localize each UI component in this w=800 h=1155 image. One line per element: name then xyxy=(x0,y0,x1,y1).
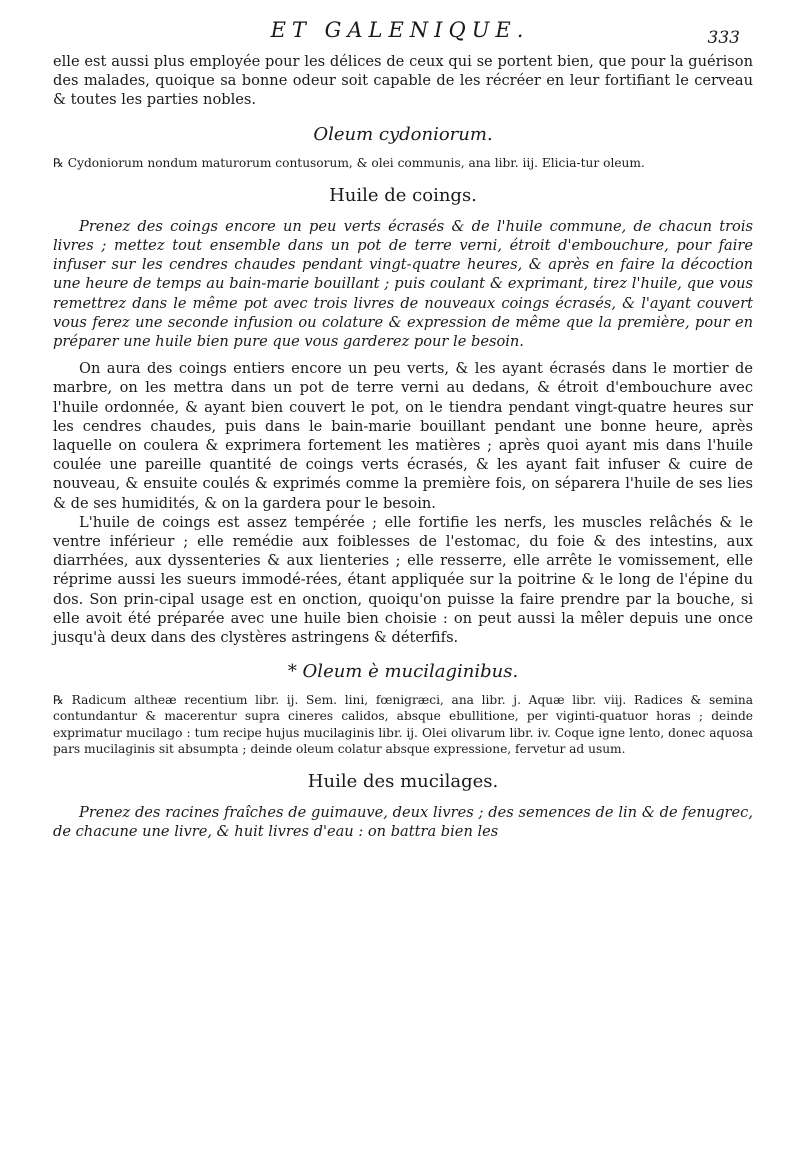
heading-huile-de-coings: Huile de coings. xyxy=(329,184,477,206)
heading-huile-des-mucilages: Huile des mucilages. xyxy=(307,771,499,793)
french-recipe-mucilages: Prenez des racines fraîches de guimauve, deux livres ; des semences de lin & de fenugrec, de chacune une livre, & huit livres d'eau : on battra bien les xyxy=(53,804,753,841)
heading-oleum-mucilaginibus: * Oleum è mucilaginibus. xyxy=(287,661,519,683)
heading-oleum-cydoniorum: Oleum cydoniorum. xyxy=(313,123,493,145)
paragraph-continuation: elle est aussi plus employée pour les délices de ceux qui se portent bien, que pour la guérison des malades, quoique sa bonne odeur soit capable de les récréer en leur fortifiant le cerveau & toutes les parties nobles. xyxy=(53,53,753,109)
page-body xyxy=(53,52,753,842)
paragraph-preparation: On aura des coings entiers encore un peu verts, & les ayant écrasés dans le mortier de marbre, on les mettra dans un pot de terre verni au dedans, & étroit d'embouchure avec l'huile ordonnée, & ayant bien couvert le pot, on le tiendra pendant vingt-quatre heures sur les cendres chaudes, puis dans le bain-marie bouillant pendant une bonne heure, après laquelle on coulera & exprimera fortement les matières ; après quoi ayant mis dans l'huile coulée une pareille quantité de coings verts écrasés, & les ayant fait infuser & cuire de nouveau, & ensuite coulés & exprimés comme la première fois, on séparera l'huile de ses lies & de ses humidités, & on la gardera pour le besoin. xyxy=(53,360,753,512)
paragraph-virtues: L'huile de coings est assez tempérée ; elle fortifie les nerfs, les muscles relâchés & le ventre inférieur ; elle remédie aux foiblesses de l'estomac, du foie & des intestins, aux diarrhées, aux dyssenteries & aux lienteries ; elle resserre, elle arrête le vomissement, elle réprime aussi les sueurs immodé-rées, étant appliquée sur la poitrine & le long de l'épine du dos. Son prin-cipal usage est en onction, quoiqu'on puisse la faire prendre par la bouche, si elle avoit été préparée avec une huile bien choisie : on peut aussi la mêler depuis une once jusqu'à deux dans des clystères astringens & déterfifs. xyxy=(53,513,753,647)
french-recipe-coings: Prenez des coings encore un peu verts écrasés & de l'huile commune, de chacun trois livres ; mettez tout ensemble dans un pot de terre verni, étroit d'embouchure, pour faire infuser sur les cendres chaudes pendant vingt-quatre heures, & après en faire la décoction une heure de temps au bain-marie bouillant ; puis coulant & exprimant, tirez l'huile, que vous remettrez dans le même pot avec trois livres de nouveaux coings écrasés, & l'ayant couvert vous ferez une seconde infusion ou colature & expression de même que la première, pour en préparer une huile bien pure que vous garderez pour le besoin. xyxy=(53,217,753,351)
page-number: 333 xyxy=(707,28,740,48)
latin-recipe-cydoniorum: ℞ Cydoniorum nondum maturorum contusorum, & olei communis, ana libr. iij. Elicia-tur oleum. xyxy=(53,155,645,170)
running-head: ET GALENIQUE. xyxy=(270,18,530,42)
latin-recipe-mucilaginibus: ℞ Radicum altheæ recentium libr. ij. Sem. lini, fœnigræci, ana libr. j. Aquæ libr. viij. Radices & semina contundantur & macerentur supra cineres calidos, absque ebullitione, per viginti-quatuor horas ; deinde exprimatur mucilago : tum recipe hujus mucilaginis libr. ij. Olei olivarum libr. iv. Coque igne lento, donec aquosa pars mucilaginis sit absumpta ; deinde oleum colatur absque expressione, fervetur ad usum. xyxy=(53,693,753,756)
